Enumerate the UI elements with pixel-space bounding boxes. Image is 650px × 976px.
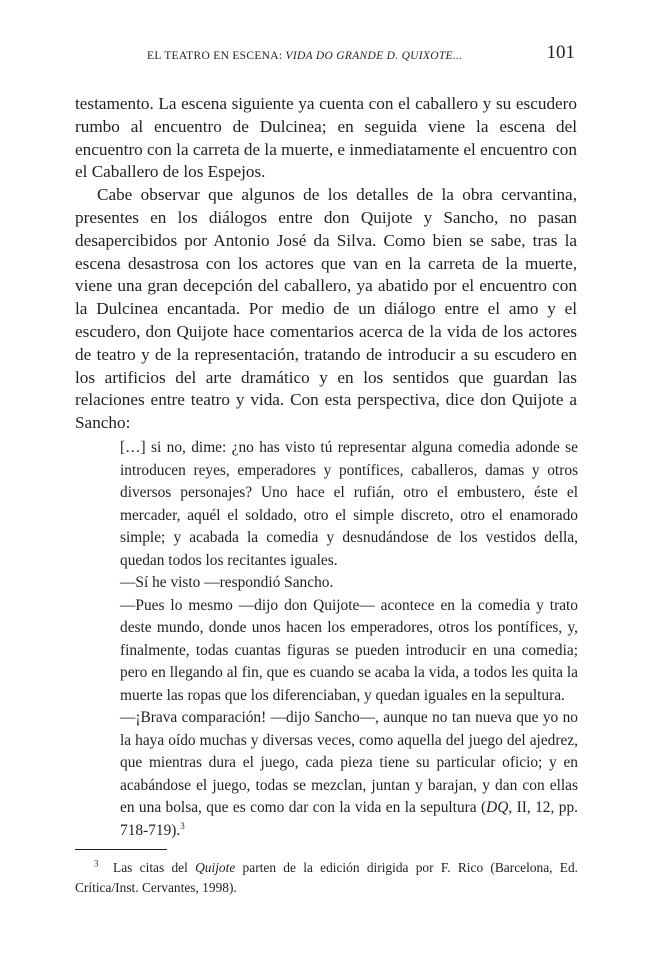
body-paragraph-2: Cabe observar que algunos de los detalles de la obra cervantina, presentes en los diálogos entre don Quijote y Sancho, no pasan desapercibidos por Antonio José da Silva. Como bien se sabe, tras la escena desastrosa con los actores que van en la carreta de la muerte, viene una gran decepción del caballero, ya abatido por el encuentro con la Dulcinea encantada. Por medio de un diálogo entre el amo y el escudero, don Quijote hace comentarios acerca de la vida de los actores de teatro y de la representación, tratando de introducir a su escudero en los artificios del arte dramático y en los sentidos que guardan las relaciones entre teatro y vida. Con esta perspectiva, dice don Quijote a Sancho: <box>75 185 577 433</box>
running-head <box>147 50 462 62</box>
main-text <box>75 93 577 435</box>
quote-paragraph-4 <box>120 707 578 842</box>
quote-paragraph-2: —Sí he visto —respondió Sancho. <box>120 574 334 591</box>
footnote-reference-3[interactable]: 3 <box>180 820 185 831</box>
block-quotation <box>120 437 578 842</box>
running-head-italic: VIDA DO GRANDE D. QUIXOTE... <box>285 50 463 62</box>
footnote-marker: 3 <box>94 858 99 869</box>
footnote-text-italic: Quijote <box>195 860 236 875</box>
page-header <box>75 42 577 68</box>
footnote-area <box>75 858 578 898</box>
quote-citation-rest: , II, 12, pp. 718-719). <box>120 799 578 839</box>
footnote-text-after: parten de la edición dirigida por F. Rico (Barcelona, Ed. Crítica/Inst. Cervantes, 1998). <box>75 860 578 895</box>
quote-paragraph-3: —Pues lo mesmo —dijo don Quijote— acontece en la comedia y trato deste mundo, donde unos hacen los emperadores, otros los pontífices, y, finalmente, todas cuantas figuras se pueden introducir en una comedia; pero en llegando al fin, que es cuando se acaba la vida, a todos les quita la muerte las ropas que los diferenciaban, y quedan iguales en la sepultura. <box>120 596 578 704</box>
footnote-text-before: Las citas del <box>113 860 196 875</box>
quote-paragraph-1: […] si no, dime: ¿no has visto tú representar alguna comedia adonde se introducen reyes, emperadores y pontífices, caballeros, damas y otros diversos personajes? Uno hace el rufián, otro el embustero, éste el mercader, aquél el soldado, otro el simple discreto, otro el enamorado simple; y acabada la comedia y desnudándose de los vestidos della, quedan todos los recitantes iguales. <box>120 439 578 569</box>
footnote-separator <box>75 849 167 850</box>
page-number: 101 <box>546 42 575 63</box>
body-paragraph-1: testamento. La escena siguiente ya cuenta con el caballero y su escudero rumbo al encuentro de Dulcinea; en seguida viene la escena del encuentro con la carreta de la muerte, e inmediatamente el encuentro con el Caballero de los Espejos. <box>75 94 577 182</box>
footnote-3 <box>75 858 578 898</box>
quote-citation-italic: DQ <box>486 799 509 816</box>
quote-paragraph-4-text: —¡Brava comparación! —dijo Sancho—, aunque no tan nueva que yo no la haya oído muchas y diversas veces, como aquella del juego del ajedrez, que mientras dura el juego, cada pieza tiene su particular oficio; y en acabándose el juego, todas se mezclan, juntan y barajan, y dan con ellas en una bolsa, que es como dar con la vida en la sepultura ( <box>120 709 578 816</box>
running-head-roman: EL TEATRO EN ESCENA: <box>147 50 286 62</box>
